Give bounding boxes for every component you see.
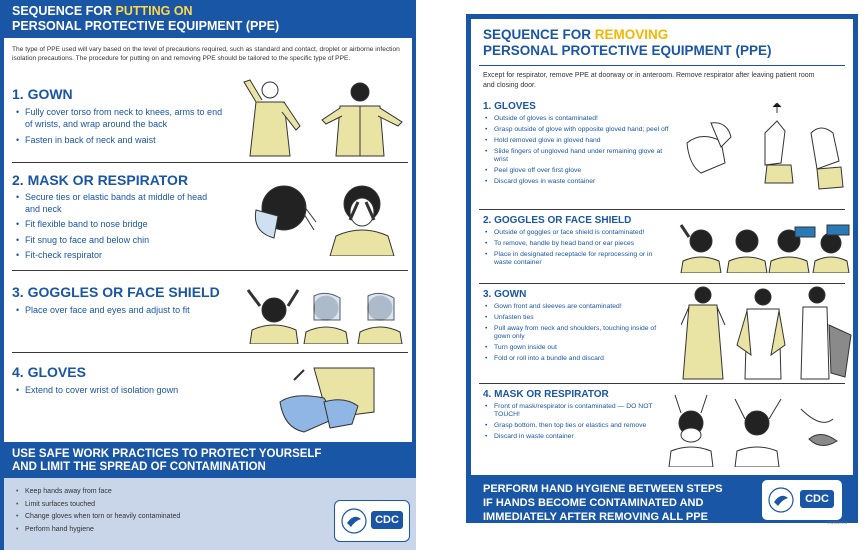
divider [479,383,845,384]
practices-list [16,486,180,536]
title-highlight: PUTTING ON [115,4,193,18]
gown-illustration [242,76,412,158]
section-title-gloves: 1. GLOVES [483,101,536,112]
remove-gloves-illustration [681,103,851,203]
section-title-gown: 3. GOWN [483,289,527,300]
divider [12,162,408,163]
hhs-eagle-icon [341,507,367,535]
gown-steps [16,106,226,146]
remove-gown-steps [485,303,671,363]
divider [12,352,408,353]
title-highlight: REMOVING [594,27,669,42]
remove-goggles-steps [485,229,665,267]
list-item: • Fully cover torso from neck to knees, arms to end of wrists, and wrap around the back [16,106,226,130]
cdc-logo: CDC [761,479,843,521]
list-item: • Fit snug to face and below chin [16,235,216,247]
divider [479,283,845,284]
list-item: • Turn gown inside out [485,344,671,352]
hhs-eagle-icon [768,486,794,514]
remove-goggles-illustration [677,217,853,273]
list-item: • Grasp outside of glove with opposite gloved hand; peel off [485,126,673,134]
goggles-illustration [240,286,410,344]
list-item: • Limit surfaces touched [16,499,180,512]
divider [479,65,845,66]
mask-illustration [244,176,409,256]
banner-line2: IF HANDS BECOME CONTAMINATED AND [483,497,704,509]
remove-gown-illustration [681,285,853,381]
section-title-goggles: 3. GOGGLES OR FACE SHIELD [12,284,220,300]
divider [12,270,408,271]
donning-title [4,0,416,38]
list-item: • Slide fingers of ungloved hand under remaining glove at wrist [485,148,673,164]
list-item: • Discard in waste container [485,433,655,441]
gloves-steps [16,384,236,396]
list-item: • Fit-check respirator [16,250,216,262]
list-item: • Front of mask/respirator is contaminated — DO NOT TOUCH! [485,403,655,419]
cdc-logo: CDC [334,500,410,542]
list-item: • Place over face and eyes and adjust to fit [16,304,236,316]
banner-line2: AND LIMIT THE SPREAD OF CONTAMINATION [12,461,266,473]
safe-practices-box [4,478,416,550]
safe-practices-banner [4,442,416,478]
section-title-mask: 2. MASK OR RESPIRATOR [12,172,189,188]
list-item: • Outside of gloves is contaminated! [485,115,673,123]
donning-poster [0,0,416,550]
doffing-intro: Except for respirator, remove PPE at doorway or in anteroom. Remove respirator after leaving patient room and closing door. [483,72,815,89]
list-item: • To remove, handle by head band or ear pieces [485,240,665,248]
remove-mask-steps [485,403,655,441]
list-item: • Place in designated receptacle for reprocessing or in waste container [485,251,665,267]
section-title-goggles: 2. GOGGLES OR FACE SHIELD [483,215,632,226]
gloves-illustration [274,362,384,436]
list-item: • Unfasten ties [485,314,671,322]
list-item: • Grasp bottom, then top ties or elastics and remove [485,422,655,430]
list-item: • Fold or roll into a bundle and discard [485,355,671,363]
title-prefix: SEQUENCE FOR [483,27,595,42]
title-line2: PERSONAL PROTECTIVE EQUIPMENT (PPE) [483,43,772,58]
section-title-gloves: 4. GLOVES [12,364,86,380]
doffing-poster [466,14,858,523]
doffing-title [471,19,853,65]
list-item: • Secure ties or elastic bands at middle of head and neck [16,192,216,215]
banner-line1: PERFORM HAND HYGIENE BETWEEN STEPS [483,483,723,495]
remove-gloves-steps [485,115,673,186]
divider [479,209,845,210]
list-item: • Extend to cover wrist of isolation gown [16,384,236,396]
list-item: • Peel glove off over first glove [485,167,673,175]
document-code: CS250672-A [827,521,848,525]
list-item: • Change gloves when torn or heavily contaminated [16,511,180,524]
title-prefix: SEQUENCE FOR [12,4,116,18]
list-item: • Pull away from neck and shoulders, touching inside of gown only [485,325,671,341]
list-item: • Fasten in back of neck and waist [16,134,226,146]
list-item: • Outside of goggles or face shield is contaminated! [485,229,665,237]
list-item: • Perform hand hygiene [16,524,180,537]
list-item: • Discard gloves in waste container [485,178,673,186]
donning-intro: The type of PPE used will vary based on the level of precautions required, such as standard and contact, droplet or airborne infection isolation precautions. The procedure for putting on and removing PPE should be tailored to the specific type of PPE. [12,46,400,62]
mask-steps [16,192,216,262]
list-item: • Keep hands away from face [16,486,180,499]
list-item: • Hold removed glove in gloved hand [485,137,673,145]
section-title-gown: 1. GOWN [12,86,73,102]
section-title-mask: 4. MASK OR RESPIRATOR [483,389,609,400]
goggles-steps [16,304,236,316]
title-line2: PERSONAL PROTECTIVE EQUIPMENT (PPE) [12,19,280,33]
list-item: • Gown front and sleeves are contaminated! [485,303,671,311]
banner-line3: IMMEDIATELY AFTER REMOVING ALL PPE [483,511,708,523]
banner-line1: USE SAFE WORK PRACTICES TO PROTECT YOURSELF [12,448,322,460]
remove-mask-illustration [661,389,851,467]
list-item: • Fit flexible band to nose bridge [16,219,216,231]
